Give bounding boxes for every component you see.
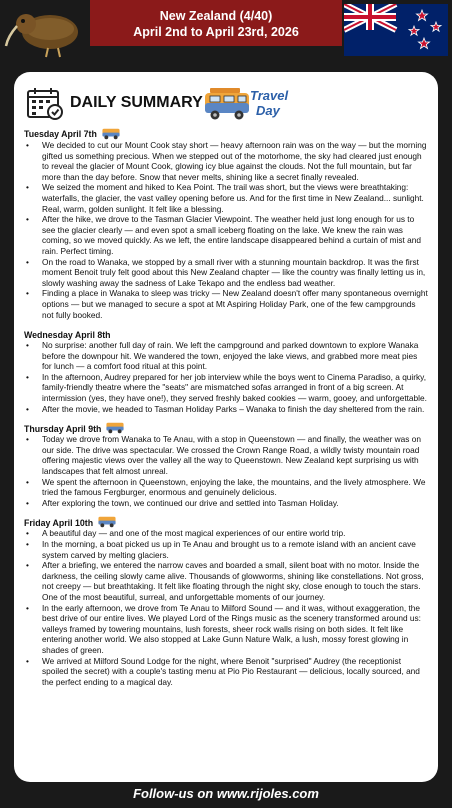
tag-line-1: Travel: [250, 88, 289, 103]
camper-van-icon: [100, 126, 122, 140]
entry-list: [24, 434, 428, 508]
entry-item: • After the hike, we drove to the Tasman Glacier Viewpoint. The weather held just long enough for us to see the glacier clearly — and even spot a small iceberg floating on the lake. We knew the rain was coming, so we moved quickly. As we left, the entire landscape disappeared behind a curtain of mist and rain. Perfect timing.: [24, 214, 428, 256]
header: [0, 0, 452, 72]
entry-item: • We spent the afternoon in Queenstown, enjoying the lake, the mountains, and the lively atmosphere. We tried the famous Fergburger, enormous and genuinely delicious.: [24, 477, 428, 498]
summary-title: DAILY SUMMARY: [70, 94, 203, 111]
page-title: [90, 8, 342, 40]
entry-item: • We decided to cut our Mount Cook stay short — heavy afternoon rain was on the way — but the morning gifted us something precious. When we stepped out of the motorhome, the sky had cleared just enough to reveal the glacier of Mount Cook, glowing icy blue against the clouds. Not the full mountain, but far more than the day before. Snow that never melts, shining like a secret finally revealed.: [24, 140, 428, 182]
day-heading-text: Wednesday April 8th: [24, 329, 111, 340]
entry-item: • Finding a place in Wanaka to sleep was tricky — New Zealand doesn't offer many spontaneous overnight options — but we managed to secure a spot at Mt Aspiring Holiday Park, one of the few campgrounds not fully booked.: [24, 288, 428, 320]
entry-item: • After exploring the town, we continued our drive and settled into Tasman Holiday.: [24, 498, 428, 509]
day-heading-text: Thursday April 9th: [24, 423, 102, 434]
day-heading: [24, 126, 428, 140]
nz-flag-icon: [344, 4, 448, 56]
camper-van-icon: [104, 420, 126, 434]
camper-van-icon: [202, 86, 252, 122]
day-list: [24, 126, 428, 687]
calendar-check-icon: [26, 86, 64, 120]
entry-item: • We arrived at Milford Sound Lodge for the night, where Benoit "surprised" Audrey (the receptionist spoiled the secret) with a couple's tasting menu at Pio Pio Restaurant — delicious, locally sourced, and the perfect ending to a magical day.: [24, 656, 428, 688]
footer-link[interactable]: Follow-us on www.rijoles.com: [133, 786, 319, 801]
camper-van-icon: [96, 514, 118, 528]
day-section: [24, 514, 428, 687]
day-heading-text: Tuesday April 7th: [24, 129, 97, 140]
kiwi-bird-icon: [4, 2, 88, 58]
travel-day-tag: [250, 88, 288, 118]
day-section: [24, 126, 428, 320]
day-heading: [24, 514, 428, 528]
title-line-1: New Zealand (4/40): [159, 9, 273, 23]
day-section: [24, 420, 428, 508]
tag-line-2: Day: [256, 103, 280, 118]
entry-item: • No surprise: another full day of rain. We left the campground and parked downtown to explore Wanaka before the downpour hit. We wandered the town, enjoyed the lake views, and grabbed more meat pies for lunch — a comfort food ritual at this point.: [24, 340, 428, 372]
entry-item: • After a briefing, we entered the narrow caves and boarded a small, silent boat with no motor. Inside the darkness, the ceiling slowly came alive. Thousands of glowworms, shining like constellations. Not gross, not creepy — but breathtaking. It felt like floating through the night sky, close enough to touch the stars. One of the most beautiful, surreal, and unforgettable moments of our journey.: [24, 560, 428, 602]
entry-item: • In the morning, a boat picked us up in Te Anau and brought us to a remote island with an ancient cave system carved by melting glaciers.: [24, 539, 428, 560]
day-section: [24, 326, 428, 414]
day-heading-text: Friday April 10th: [24, 517, 94, 528]
summary-card: [14, 72, 438, 782]
entry-list: [24, 340, 428, 414]
entry-list: [24, 528, 428, 687]
day-heading: [24, 326, 428, 340]
day-heading: [24, 420, 428, 434]
entry-item: • In the early afternoon, we drove from Te Anau to Milford Sound — and it was, without exaggeration, the best drive of our entire lives. We played Lord of the Rings music as the scenery transformed around us: valleys framed by towering mountains, lush forests, sheer rock walls rising on both sides. It felt like entering another world. We also stopped at Lake Gunn Nature Walk, a lush, mossy forest glowing in shades of green.: [24, 603, 428, 656]
title-line-2: April 2nd to April 23rd, 2026: [133, 25, 299, 39]
entry-item: • After the movie, we headed to Tasman Holiday Parks – Wanaka to finish the day sheltered from the rain.: [24, 404, 428, 415]
entry-item: • Today we drove from Wanaka to Te Anau, with a stop in Queenstown — and finally, the weather was on our side. The drive was spectacular. We crossed the Crown Range Road, a wildly twisty mountain road offering majestic views over the valley all the way to Queenstown. New Zealand kept surprising us with landscapes that felt almost unreal.: [24, 434, 428, 476]
entry-item: • A beautiful day — and one of the most magical experiences of our entire world trip.: [24, 528, 428, 539]
entry-item: • We seized the moment and hiked to Kea Point. The trail was short, but the views were breathtaking: waterfalls, the glacier, the vast valley opening before us. And for the first time in New Zealand... sunlight. Real, warm, golden sunlight. It felt like a blessing.: [24, 182, 428, 214]
entry-list: [24, 140, 428, 320]
entry-item: • On the road to Wanaka, we stopped by a small river with a stunning mountain backdrop. It was the first moment Benoit truly felt good about this New Zealand chapter — like the country was finally letting us in, slowly washing away the sadness of Lake Tekapo and the endless bad weather.: [24, 257, 428, 289]
entry-item: • In the afternoon, Audrey prepared for her job interview while the boys went to Cinema Paradiso, a quirky, family-friendly theatre where the "seats" are mismatched sofas arranged in front of a big screen. At intermission (yes, they have one!), they served freshly baked cookies — warm, gooey, and unforgettable.: [24, 372, 428, 404]
